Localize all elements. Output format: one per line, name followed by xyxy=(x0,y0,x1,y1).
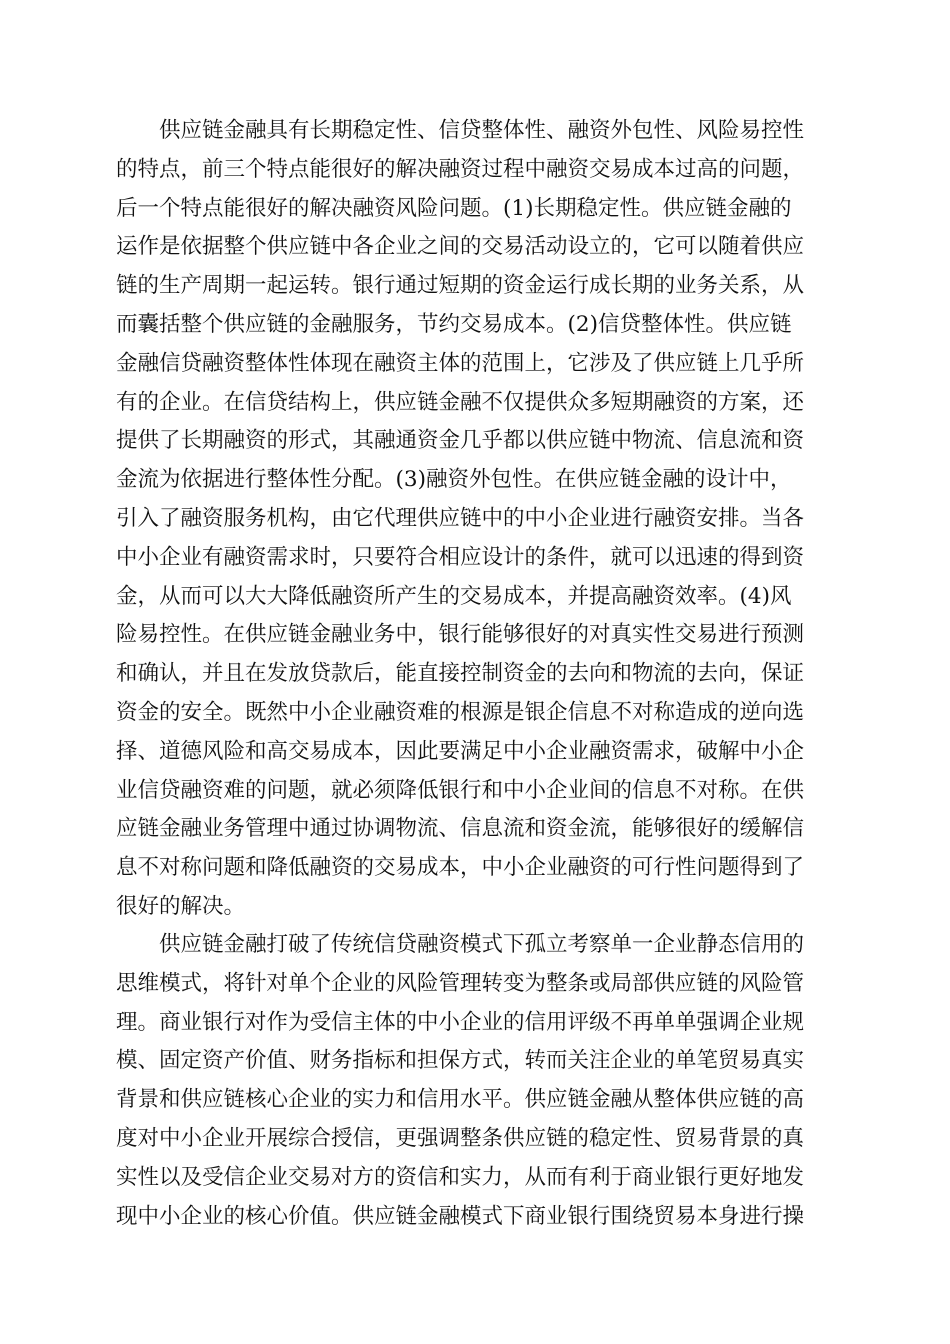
text-line: 模、固定资产价值、财务指标和担保方式，转而关注企业的单笔贸易真实 xyxy=(116,1048,805,1074)
text-line: 业信贷融资难的问题，就必须降低银行和中小企业间的信息不对称。在供 xyxy=(116,777,805,803)
text-line: 息不对称问题和降低融资的交易成本，中小企业融资的可行性问题得到了 xyxy=(116,855,805,881)
paragraph-credit-model-change xyxy=(116,926,836,1236)
text-line: 思维模式，将针对单个企业的风险管理转变为整条或局部供应链的风险管 xyxy=(116,970,805,996)
text-line: 险易控性。在供应链金融业务中，银行能够很好的对真实性交易进行预测 xyxy=(116,622,805,648)
text-line: 背景和供应链核心企业的实力和信用水平。供应链金融从整体供应链的高 xyxy=(116,1087,805,1113)
text-line: 金融信贷融资整体性体现在融资主体的范围上，它涉及了供应链上几乎所 xyxy=(116,350,805,376)
text-line: 资金的安全。既然中小企业融资难的根源是银企信息不对称造成的逆向选 xyxy=(116,699,805,725)
text-line: 现中小企业的核心价值。供应链金融模式下商业银行围绕贸易本身进行操 xyxy=(116,1203,805,1229)
text-line: 金流为依据进行整体性分配。(3)融资外包性。在供应链金融的设计中， xyxy=(116,467,792,493)
text-line: 后一个特点能很好的解决融资风险问题。(1)长期稳定性。供应链金融的 xyxy=(116,195,792,221)
text-line: 而囊括整个供应链的金融服务，节约交易成本。(2)信贷整体性。供应链 xyxy=(116,311,792,337)
paragraph-supply-chain-finance-features xyxy=(116,112,836,927)
text-line: 金，从而可以大大降低融资所产生的交易成本，并提高融资效率。(4)风 xyxy=(116,583,792,609)
text-line: 应链金融业务管理中通过协调物流、信息流和资金流，能够很好的缓解信 xyxy=(116,816,805,842)
text-line: 供应链金融具有长期稳定性、信贷整体性、融资外包性、风险易控性 xyxy=(116,118,805,143)
text-line: 度对中小企业开展综合授信，更强调整条供应链的稳定性、贸易背景的真 xyxy=(116,1125,805,1151)
text-line: 实性以及受信企业交易对方的资信和实力，从而有利于商业银行更好地发 xyxy=(116,1164,805,1190)
text-line: 提供了长期融资的形式，其融通资金几乎都以供应链中物流、信息流和资 xyxy=(116,428,805,454)
text-line: 运作是依据整个供应链中各企业之间的交易活动设立的，它可以随着供应 xyxy=(116,234,805,260)
text-line: 链的生产周期一起运转。银行通过短期的资金运行成长期的业务关系，从 xyxy=(116,273,805,299)
text-line: 理。商业银行对作为受信主体的中小企业的信用评级不再单单强调企业规 xyxy=(116,1009,805,1035)
text-line: 引入了融资服务机构，由它代理供应链中的中小企业进行融资安排。当各 xyxy=(116,505,805,531)
text-line: 有的企业。在信贷结构上，供应链金融不仅提供众多短期融资的方案，还 xyxy=(116,389,805,415)
text-line: 和确认，并且在发放贷款后，能直接控制资金的去向和物流的去向，保证 xyxy=(116,661,805,687)
text-line: 中小企业有融资需求时，只要符合相应设计的条件，就可以迅速的得到资 xyxy=(116,544,805,570)
text-line: 很好的解决。 xyxy=(116,893,246,919)
text-line: 的特点，前三个特点能很好的解决融资过程中融资交易成本过高的问题， xyxy=(116,156,805,182)
text-line: 择、道德风险和高交易成本，因此要满足中小企业融资需求，破解中小企 xyxy=(116,738,805,764)
text-line: 供应链金融打破了传统信贷融资模式下孤立考察单一企业静态信用的 xyxy=(116,932,805,957)
